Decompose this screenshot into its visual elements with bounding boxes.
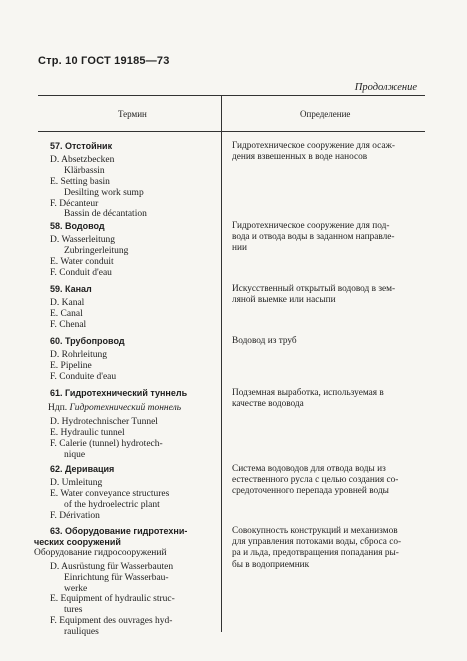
term-title: 59. Канал [50,284,92,294]
page-header: Стр. 10 ГОСТ 19185—73 [38,55,170,67]
term-line: Zubringerleitung [64,245,129,256]
definition-line: Совокупность конструкций и механизмов [232,526,398,536]
term-line: E. Setting basin [50,176,110,187]
definition-line: ра и льда, предотвращения попадания ры- [232,548,399,559]
term-line: Klärbassin [64,165,105,176]
alternate-term: Оборудование гидросооружений [34,547,167,558]
definition-63 [232,526,422,571]
column-header-definition: Определение [300,109,351,119]
definition-line: Система водоводов для отвода воды из [232,464,386,474]
definition-60 [232,336,422,347]
term-line: E. Water conveyance structures [50,488,170,499]
term-entry-61 [50,388,215,460]
deprecated-prefix: Ндп. [48,402,68,413]
definition-58 [232,221,422,255]
term-title: 58. Водовод [50,221,105,231]
term-title: 60. Трубопровод [50,336,125,346]
term-title: 61. Гидротехнический туннель [50,388,188,398]
term-line: D. Absetzbecken [50,154,115,165]
term-entry-59 [50,284,215,331]
deprecated-term [48,403,215,414]
column-header-term: Термин [118,109,147,119]
term-line: D. Wasserleitung [50,234,116,245]
term-line: E. Water conduit [50,256,114,267]
term-line: E. Hydraulic tunnel [50,427,125,438]
definition-line: Гидротехническое сооружение для под- [232,221,390,231]
continuation-label: Продолжение [354,82,417,93]
term-line: F. Dérivation [50,510,100,521]
definition-line: для управления потоками воды, сброса со- [232,537,402,548]
definition-line: вода и отвода воды в заданном направле- [232,232,395,243]
definition-line: Водовод из труб [232,336,297,346]
term-line: tures [64,605,83,616]
definition-61 [232,388,422,410]
term-line: F. Conduit d'eau [50,267,112,278]
column-divider [221,95,222,632]
term-line: D. Ausrüstung für Wasserbauten [50,561,174,572]
term-line: D. Kanal [50,297,85,308]
term-line: werke [64,583,88,594]
term-line: F. Chenal [50,319,87,330]
term-line: F. Décanteur [50,198,99,209]
term-line: Bassin de décantation [64,209,147,220]
definition-line: средоточенного перепада уровней воды [232,486,389,497]
definition-line: Искусственный открытый водовод в зем- [232,284,396,294]
term-line: F. Equipment des ouvrages hyd- [50,616,173,627]
definition-59 [232,284,422,306]
term-line: E. Equipment of hydraulic struc- [50,594,175,605]
definition-line: ляной выемке или насыпи [232,295,336,306]
definition-line: нии [232,243,247,254]
term-line: F. Conduite d'eau [50,371,117,382]
term-entry-62 [50,464,215,522]
table-header-rule [38,131,425,132]
term-entry-58 [50,221,215,279]
term-line: nique [64,449,86,460]
term-line: F. Calerie (tunnel) hydrotech- [50,438,163,449]
term-line: D. Umleitung [50,477,103,488]
term-line: Einrichtung für Wasserbau- [64,572,169,583]
term-title-continued: ческих сооружений [34,536,121,547]
term-line: Desilting work sump [64,187,144,198]
term-line: rauliques [64,627,99,638]
term-line: E. Pipeline [50,360,92,371]
definition-62 [232,464,422,498]
term-line: D. Rohrleitung [50,349,107,360]
term-title: 63. Оборудование гидротехни- [50,526,188,536]
definition-57 [232,141,422,163]
term-entry-63 [34,526,215,638]
definition-line: бы в водоприемник [232,559,310,570]
definition-line: естественного русла с целью создания со- [232,475,399,486]
definition-line: дения взвешенных в воде наносов [232,152,368,163]
definition-line: Подземная выработка, используемая в [232,388,384,398]
deprecated-term-text: Гидротехнический тоннель [69,402,182,413]
term-line: of the hydroelectric plant [64,499,160,510]
term-line: D. Hydrotechnischer Tunnel [50,416,158,427]
term-title: 62. Деривация [50,464,115,474]
term-entry-57 [50,141,215,220]
definition-line: качестве водовода [232,399,304,410]
term-title: 57. Отстойник [50,141,113,151]
term-entry-60 [50,336,215,383]
definition-line: Гидротехническое сооружение для осаж- [232,141,396,151]
term-line: E. Canal [50,308,83,319]
table-top-rule [38,95,425,96]
